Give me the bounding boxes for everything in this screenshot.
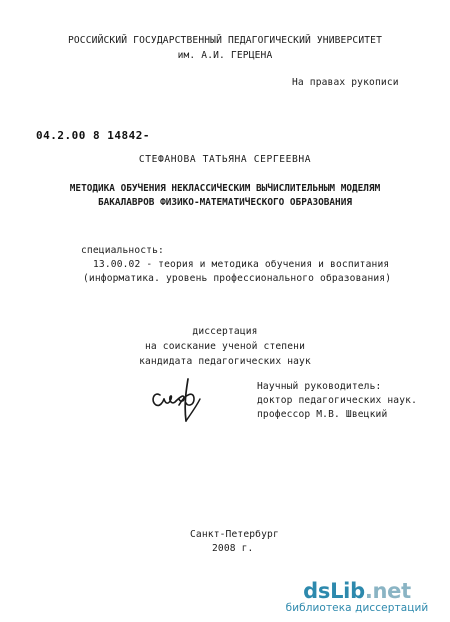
supervisor-degree: доктор педагогических наук. [257, 395, 417, 406]
author-signature [146, 375, 210, 429]
footer-year: 2008 г. [212, 543, 254, 554]
university-named-after: им. А.И. ГЕРЦЕНА [177, 50, 273, 61]
manuscript-rights-note: На правах рукописи [292, 77, 399, 88]
supervisor-name: профессор М.В. Швецкий [257, 409, 388, 420]
supervisor-label: Научный руководитель: [257, 381, 382, 392]
dslib-watermark [282, 580, 432, 615]
author-name: СТЕФАНОВА ТАТЬЯНА СЕРГЕЕВНА [138, 154, 312, 165]
dissertation-title-line-1: МЕТОДИКА ОБУЧЕНИЯ НЕКЛАССИЧЕСКИМ ВЫЧИСЛИТЕЛЬНЫМ МОДЕЛЯМ [69, 183, 381, 194]
degree-purpose: на соискание ученой степени [145, 341, 305, 352]
specialty-label: специальность: [81, 245, 164, 256]
footer-city: Санкт-Петербург [190, 529, 279, 540]
watermark-logo-main: dsLib [303, 579, 365, 603]
archive-stamp-number: 04.2.00 8 14842- [36, 129, 150, 142]
university-name: РОССИЙСКИЙ ГОСУДАРСТВЕННЫЙ ПЕДАГОГИЧЕСКИЙ УНИВЕРСИТЕТ [67, 35, 383, 46]
specialty-detail: (информатика. уровень профессионального образования) [83, 273, 392, 284]
dissertation-label: диссертация [192, 326, 258, 337]
dissertation-title-line-2: БАКАЛАВРОВ ФИЗИКО-МАТЕМАТИЧЕСКОГО ОБРАЗОВАНИЯ [98, 197, 352, 208]
specialty-code: 13.00.02 - теория и методика обучения и воспитания [93, 259, 390, 270]
degree-name: кандидата педагогических наук [139, 356, 311, 367]
watermark-logo [282, 580, 432, 602]
watermark-tagline: библиотека диссертаций [285, 602, 429, 614]
watermark-logo-domain: .net [364, 579, 411, 603]
